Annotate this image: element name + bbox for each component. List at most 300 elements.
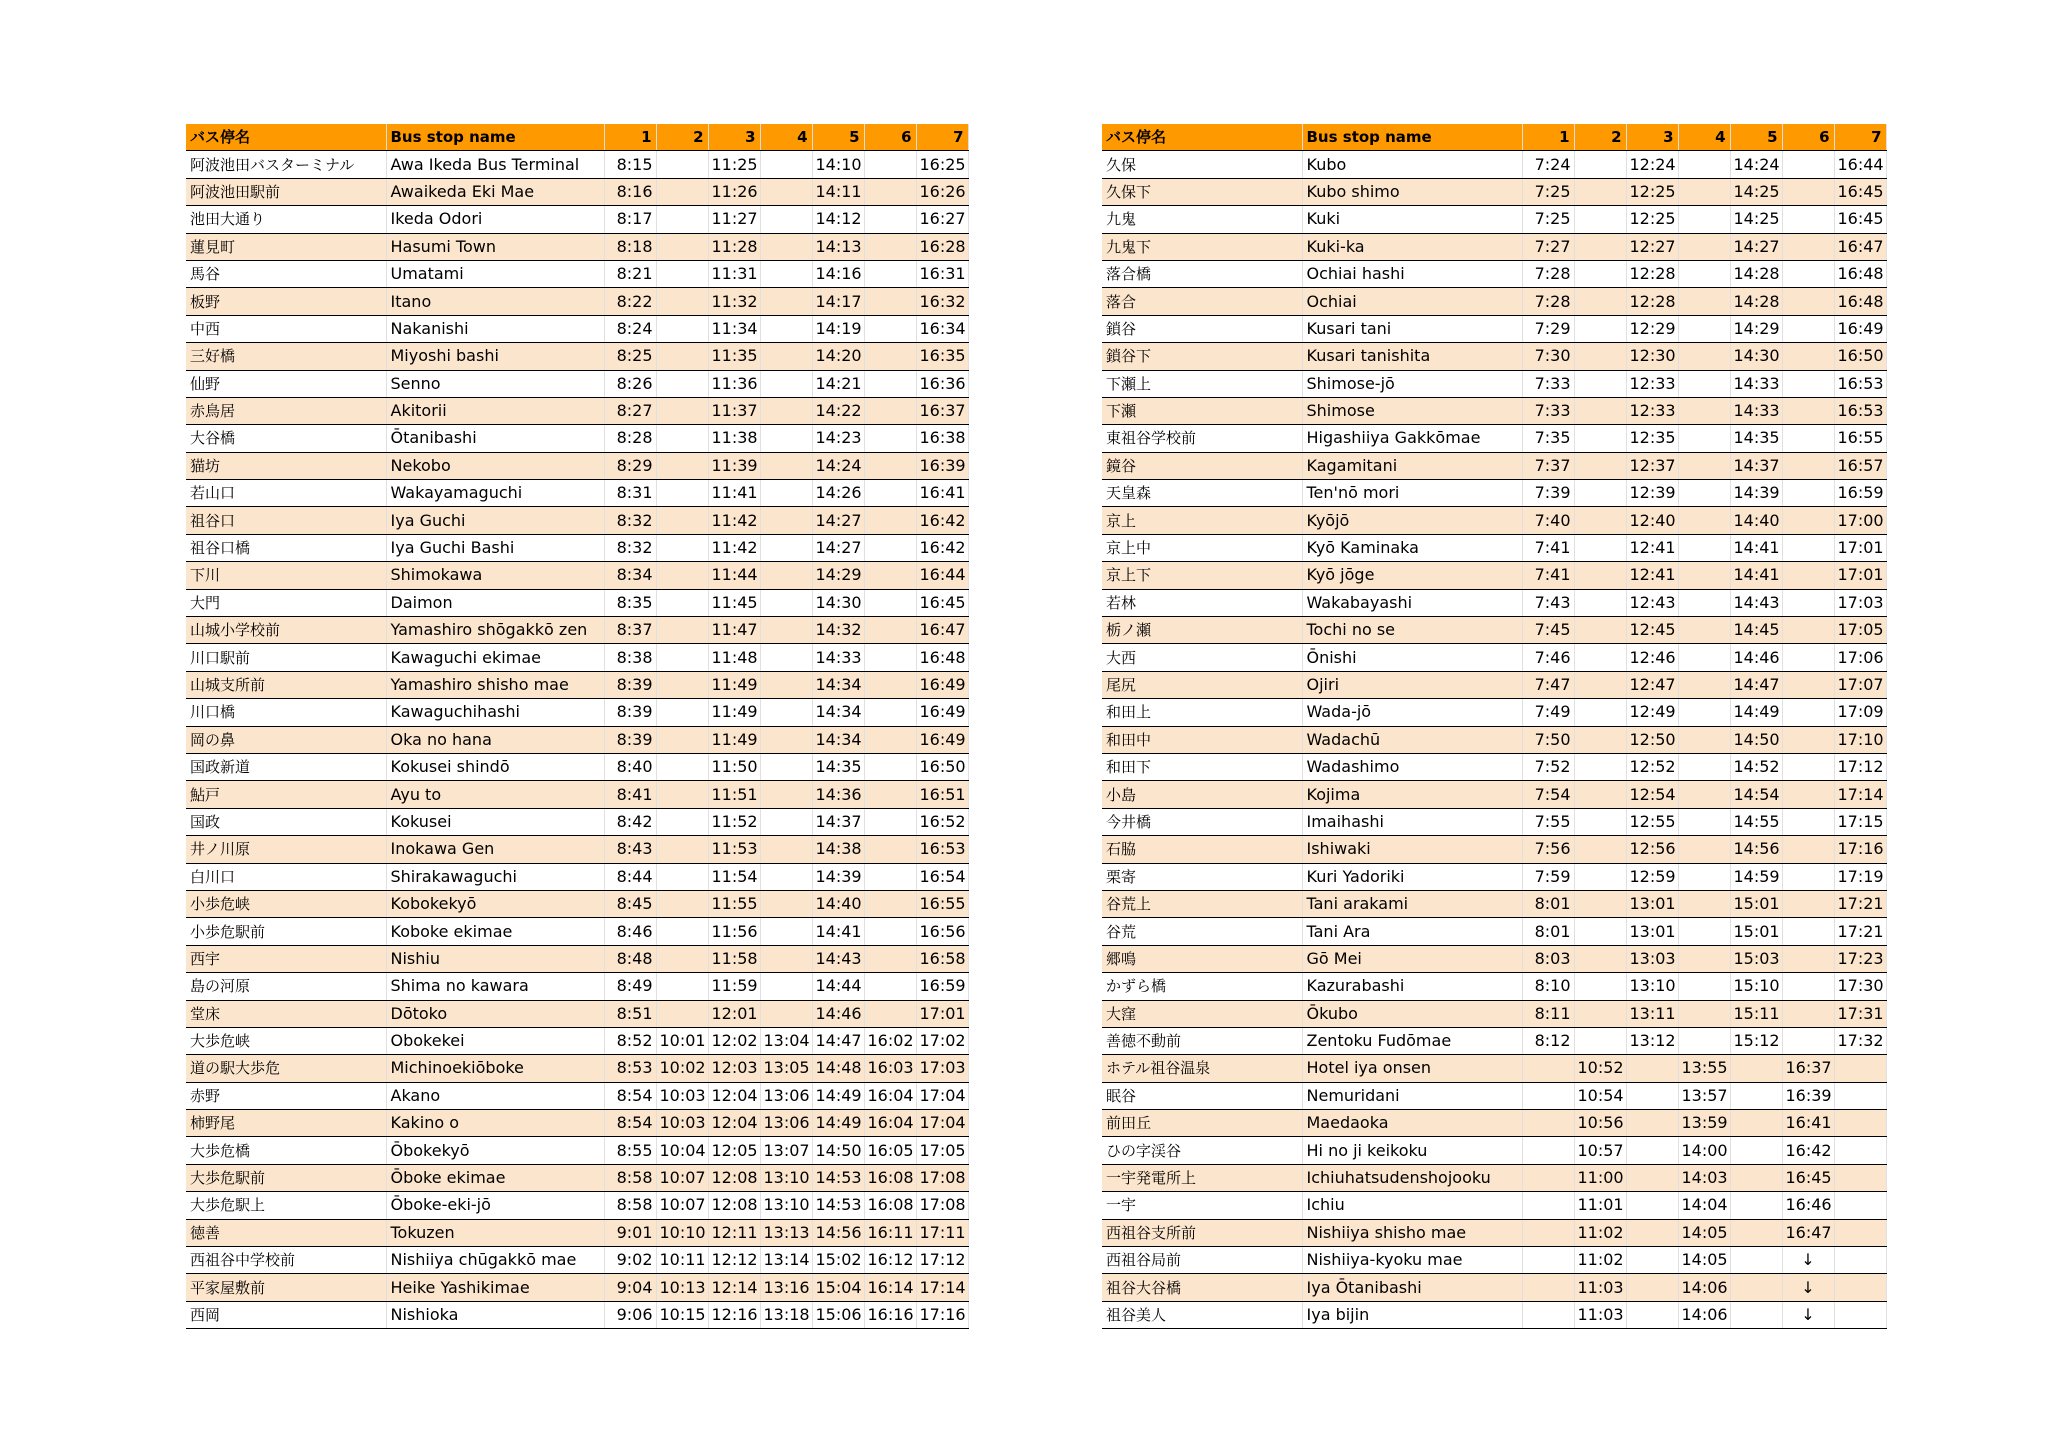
departure-time: 16:56 [916, 918, 968, 945]
departure-time [760, 452, 812, 479]
departure-time: 11:03 [1574, 1301, 1626, 1328]
departure-time: 10:03 [656, 1082, 708, 1109]
departure-time [1522, 1082, 1574, 1109]
departure-time: 17:30 [1834, 973, 1886, 1000]
departure-time: 11:35 [708, 343, 760, 370]
departure-time: 12:41 [1626, 534, 1678, 561]
departure-time [656, 562, 708, 589]
departure-time: 17:21 [1834, 890, 1886, 917]
departure-time: 14:56 [1730, 836, 1782, 863]
departure-time [760, 836, 812, 863]
departure-time: 16:04 [864, 1110, 916, 1137]
departure-time: 16:25 [916, 151, 968, 178]
departure-time [1730, 1110, 1782, 1137]
departure-time: 8:35 [604, 589, 656, 616]
departure-time: 17:32 [1834, 1027, 1886, 1054]
stop-name-en: Nishiiya shisho mae [1302, 1219, 1522, 1246]
departure-time: 7:41 [1522, 562, 1574, 589]
stop-name-en: Zentoku Fudōmae [1302, 1027, 1522, 1054]
departure-time: 7:35 [1522, 425, 1574, 452]
departure-time: 13:01 [1626, 890, 1678, 917]
departure-time [656, 288, 708, 315]
stop-name-jp: 下瀬上 [1102, 370, 1302, 397]
departure-time: 16:37 [916, 397, 968, 424]
stop-name-jp: 尾尻 [1102, 671, 1302, 698]
departure-time [1574, 370, 1626, 397]
stop-name-jp: 和田中 [1102, 726, 1302, 753]
departure-time: 16:45 [1834, 206, 1886, 233]
table-row [1102, 1027, 1886, 1054]
departure-time: 16:12 [864, 1247, 916, 1274]
table-row [1102, 151, 1886, 178]
departure-time [1574, 753, 1626, 780]
table-row [186, 918, 968, 945]
departure-time: 16:36 [916, 370, 968, 397]
departure-time [760, 534, 812, 561]
stop-name-en: Kuki-ka [1302, 233, 1522, 260]
table-row [186, 945, 968, 972]
stop-name-en: Shimokawa [386, 562, 604, 589]
departure-time: 14:49 [1730, 699, 1782, 726]
departure-time: 8:52 [604, 1027, 656, 1054]
table-row [186, 534, 968, 561]
table-row [1102, 480, 1886, 507]
stop-name-en: Tani Ara [1302, 918, 1522, 945]
stop-name-en: Yamashiro shōgakkō zen [386, 617, 604, 644]
departure-time: 12:08 [708, 1192, 760, 1219]
departure-time: 11:53 [708, 836, 760, 863]
departure-time: 8:15 [604, 151, 656, 178]
departure-time: 7:25 [1522, 206, 1574, 233]
departure-time [1626, 1192, 1678, 1219]
departure-time: 7:37 [1522, 452, 1574, 479]
table-row [186, 1274, 968, 1301]
departure-time [1730, 1192, 1782, 1219]
departure-time: 17:16 [1834, 836, 1886, 863]
stop-name-jp: 阿波池田駅前 [186, 178, 386, 205]
departure-time [656, 151, 708, 178]
stop-name-jp: 小島 [1102, 781, 1302, 808]
departure-time: 17:08 [916, 1192, 968, 1219]
departure-time [864, 480, 916, 507]
departure-time: 14:53 [812, 1192, 864, 1219]
departure-time [1678, 808, 1730, 835]
header-trip-1: 1 [1522, 124, 1574, 151]
departure-time [1626, 1164, 1678, 1191]
header-stop-name-en: Bus stop name [386, 124, 604, 151]
stop-name-en: Kojima [1302, 781, 1522, 808]
departure-time: 16:47 [916, 617, 968, 644]
departure-time: 15:11 [1730, 1000, 1782, 1027]
stop-name-jp: 大門 [186, 589, 386, 616]
departure-time: 7:25 [1522, 178, 1574, 205]
departure-time: 16:14 [864, 1274, 916, 1301]
departure-time: 14:30 [1730, 343, 1782, 370]
table-row [1102, 945, 1886, 972]
departure-time: 12:46 [1626, 644, 1678, 671]
stop-name-jp: 岡の鼻 [186, 726, 386, 753]
stop-name-en: Hasumi Town [386, 233, 604, 260]
departure-time: 12:29 [1626, 315, 1678, 342]
departure-time: 14:46 [1730, 644, 1782, 671]
departure-time [1678, 534, 1730, 561]
header-trip-3: 3 [1626, 124, 1678, 151]
departure-time: 11:38 [708, 425, 760, 452]
departure-time [760, 233, 812, 260]
departure-time: 14:52 [1730, 753, 1782, 780]
stop-name-en: Yamashiro shisho mae [386, 671, 604, 698]
departure-time [1782, 726, 1834, 753]
departure-time: 16:55 [1834, 425, 1886, 452]
departure-time: 14:35 [812, 753, 864, 780]
table-row [186, 1164, 968, 1191]
departure-time [656, 808, 708, 835]
table-row [1102, 260, 1886, 287]
table-row [186, 1137, 968, 1164]
stop-name-en: Shimose-jō [1302, 370, 1522, 397]
stop-name-en: Ōtanibashi [386, 425, 604, 452]
table-row [1102, 288, 1886, 315]
departure-time: 16:26 [916, 178, 968, 205]
departure-time: 7:28 [1522, 260, 1574, 287]
stop-name-en: Itano [386, 288, 604, 315]
departure-time: 17:03 [916, 1055, 968, 1082]
departure-time: 7:50 [1522, 726, 1574, 753]
departure-time [864, 534, 916, 561]
departure-time: 10:02 [656, 1055, 708, 1082]
departure-time: 16:45 [1834, 178, 1886, 205]
departure-time: 8:10 [1522, 973, 1574, 1000]
departure-time: 12:33 [1626, 397, 1678, 424]
stop-name-en: Nishioka [386, 1301, 604, 1328]
departure-time: 10:57 [1574, 1137, 1626, 1164]
table-row [1102, 1000, 1886, 1027]
departure-time: 17:15 [1834, 808, 1886, 835]
departure-time: 9:01 [604, 1219, 656, 1246]
departure-time [1678, 1000, 1730, 1027]
departure-time: 11:42 [708, 507, 760, 534]
departure-time [1782, 808, 1834, 835]
departure-time: 14:10 [812, 151, 864, 178]
departure-time: 11:34 [708, 315, 760, 342]
stop-name-jp: 谷荒 [1102, 918, 1302, 945]
stop-name-en: Kagamitani [1302, 452, 1522, 479]
departure-time [656, 644, 708, 671]
departure-time [760, 699, 812, 726]
departure-time: ↓ [1782, 1274, 1834, 1301]
departure-time [1782, 671, 1834, 698]
departure-time: 12:16 [708, 1301, 760, 1328]
departure-time [864, 589, 916, 616]
departure-time [1574, 918, 1626, 945]
departure-time: 14:27 [812, 534, 864, 561]
departure-time [760, 973, 812, 1000]
departure-time: 12:11 [708, 1219, 760, 1246]
departure-time: 17:12 [916, 1247, 968, 1274]
departure-time [1834, 1137, 1886, 1164]
departure-time: 14:39 [1730, 480, 1782, 507]
departure-time: 17:02 [916, 1027, 968, 1054]
departure-time: 17:01 [1834, 534, 1886, 561]
departure-time [1782, 206, 1834, 233]
departure-time: 17:14 [916, 1274, 968, 1301]
stop-name-jp: 馬谷 [186, 260, 386, 287]
departure-time: 14:26 [812, 480, 864, 507]
departure-time: 11:26 [708, 178, 760, 205]
departure-time: 8:41 [604, 781, 656, 808]
stop-name-en: Ten'nō mori [1302, 480, 1522, 507]
departure-time: 17:04 [916, 1110, 968, 1137]
departure-time: 14:24 [812, 452, 864, 479]
stop-name-jp: 祖谷美人 [1102, 1301, 1302, 1328]
stop-name-en: Wada-jō [1302, 699, 1522, 726]
departure-time: 14:37 [812, 808, 864, 835]
departure-time: 8:54 [604, 1082, 656, 1109]
departure-time: 7:27 [1522, 233, 1574, 260]
departure-time: 11:37 [708, 397, 760, 424]
departure-time: 14:40 [812, 890, 864, 917]
departure-time [1678, 507, 1730, 534]
departure-time [1678, 178, 1730, 205]
departure-time [760, 918, 812, 945]
table-row [186, 562, 968, 589]
departure-time: 11:39 [708, 452, 760, 479]
departure-time: 14:55 [1730, 808, 1782, 835]
departure-time: 14:49 [812, 1082, 864, 1109]
stop-name-jp: 西祖谷中学校前 [186, 1247, 386, 1274]
departure-time [1522, 1110, 1574, 1137]
stop-name-en: Tochi no se [1302, 617, 1522, 644]
stop-name-en: Ichiu [1302, 1192, 1522, 1219]
table-row [186, 480, 968, 507]
departure-time: 14:24 [1730, 151, 1782, 178]
departure-time: 14:12 [812, 206, 864, 233]
stop-name-en: Umatami [386, 260, 604, 287]
departure-time: 10:04 [656, 1137, 708, 1164]
table-row [186, 425, 968, 452]
departure-time [1782, 945, 1834, 972]
header-trip-3: 3 [708, 124, 760, 151]
departure-time [1574, 644, 1626, 671]
departure-time: 12:52 [1626, 753, 1678, 780]
departure-time [1574, 452, 1626, 479]
stop-name-en: Kokusei shindō [386, 753, 604, 780]
table-row [1102, 1192, 1886, 1219]
departure-time: 14:25 [1730, 206, 1782, 233]
departure-time: 14:53 [812, 1164, 864, 1191]
table-row [1102, 753, 1886, 780]
departure-time [1730, 1274, 1782, 1301]
table-row [186, 260, 968, 287]
departure-time: 11:50 [708, 753, 760, 780]
departure-time: 7:55 [1522, 808, 1574, 835]
departure-time [1574, 726, 1626, 753]
departure-time: 17:16 [916, 1301, 968, 1328]
stop-name-jp: 下瀬 [1102, 397, 1302, 424]
departure-time: 16:39 [1782, 1082, 1834, 1109]
table-row [186, 890, 968, 917]
departure-time [760, 480, 812, 507]
departure-time: 16:45 [1782, 1164, 1834, 1191]
departure-time [864, 726, 916, 753]
stop-name-en: Heike Yashikimae [386, 1274, 604, 1301]
departure-time [1574, 890, 1626, 917]
stop-name-jp: 大歩危駅上 [186, 1192, 386, 1219]
stop-name-jp: 板野 [186, 288, 386, 315]
table-row [186, 151, 968, 178]
departure-time [1678, 726, 1730, 753]
departure-time: 11:58 [708, 945, 760, 972]
departure-time: 14:25 [1730, 178, 1782, 205]
departure-time: 14:22 [812, 397, 864, 424]
stop-name-jp: 島の河原 [186, 973, 386, 1000]
departure-time [656, 452, 708, 479]
departure-time: 8:27 [604, 397, 656, 424]
departure-time: 8:54 [604, 1110, 656, 1137]
departure-time [1678, 699, 1730, 726]
table-row [1102, 315, 1886, 342]
departure-time: 8:01 [1522, 890, 1574, 917]
departure-time [1522, 1164, 1574, 1191]
departure-time [864, 836, 916, 863]
departure-time: 12:40 [1626, 507, 1678, 534]
stop-name-jp: 大歩危駅前 [186, 1164, 386, 1191]
departure-time: 7:40 [1522, 507, 1574, 534]
departure-time [1574, 863, 1626, 890]
departure-time: 14:46 [812, 1000, 864, 1027]
stop-name-jp: 川口橋 [186, 699, 386, 726]
stop-name-jp: 和田下 [1102, 753, 1302, 780]
departure-time [1678, 452, 1730, 479]
table-row [1102, 343, 1886, 370]
departure-time: 14:21 [812, 370, 864, 397]
stop-name-jp: 平家屋敷前 [186, 1274, 386, 1301]
departure-time: 17:09 [1834, 699, 1886, 726]
departure-time: 16:49 [916, 671, 968, 698]
departure-time [1782, 863, 1834, 890]
departure-time [864, 699, 916, 726]
departure-time: 14:04 [1678, 1192, 1730, 1219]
departure-time: 14:27 [812, 507, 864, 534]
departure-time: 15:03 [1730, 945, 1782, 972]
departure-time [1574, 836, 1626, 863]
departure-time [1782, 534, 1834, 561]
departure-time [656, 781, 708, 808]
departure-time [1574, 260, 1626, 287]
departure-time: 14:39 [812, 863, 864, 890]
departure-time: 8:37 [604, 617, 656, 644]
departure-time: 14:38 [812, 836, 864, 863]
departure-time: 16:44 [916, 562, 968, 589]
departure-time: 17:01 [1834, 562, 1886, 589]
table-row [1102, 1247, 1886, 1274]
departure-time: 7:45 [1522, 617, 1574, 644]
departure-time: 13:57 [1678, 1082, 1730, 1109]
departure-time: 14:48 [812, 1055, 864, 1082]
departure-time: 11:55 [708, 890, 760, 917]
departure-time [1522, 1274, 1574, 1301]
departure-time: 14:28 [1730, 288, 1782, 315]
departure-time: 7:30 [1522, 343, 1574, 370]
departure-time: 11:49 [708, 671, 760, 698]
table-row [186, 863, 968, 890]
stop-name-en: Iya Guchi Bashi [386, 534, 604, 561]
departure-time [1678, 945, 1730, 972]
stop-name-jp: 栗寄 [1102, 863, 1302, 890]
stop-name-en: Ōboke ekimae [386, 1164, 604, 1191]
table-row [186, 507, 968, 534]
departure-time: 14:28 [1730, 260, 1782, 287]
stop-name-en: Imaihashi [1302, 808, 1522, 835]
departure-time [1574, 480, 1626, 507]
departure-time [864, 370, 916, 397]
departure-time: 8:21 [604, 260, 656, 287]
departure-time: 16:52 [916, 808, 968, 835]
departure-time: 16:59 [1834, 480, 1886, 507]
stop-name-jp: 祖谷大谷橋 [1102, 1274, 1302, 1301]
departure-time [1574, 808, 1626, 835]
departure-time [1782, 260, 1834, 287]
departure-time: 17:23 [1834, 945, 1886, 972]
departure-time: 12:55 [1626, 808, 1678, 835]
stop-name-en: Iya Guchi [386, 507, 604, 534]
table-row [186, 178, 968, 205]
header-trip-6: 6 [1782, 124, 1834, 151]
departure-time [1782, 644, 1834, 671]
departure-time: 16:39 [916, 452, 968, 479]
table-row [186, 836, 968, 863]
table-row [186, 206, 968, 233]
departure-time: 12:03 [708, 1055, 760, 1082]
table-row [1102, 671, 1886, 698]
stop-name-jp: 蓮見町 [186, 233, 386, 260]
table-row [1102, 178, 1886, 205]
stop-name-jp: 柿野尾 [186, 1110, 386, 1137]
table-row [1102, 781, 1886, 808]
departure-time [1574, 589, 1626, 616]
departure-time: 10:01 [656, 1027, 708, 1054]
table-row [186, 343, 968, 370]
departure-time: 8:25 [604, 343, 656, 370]
stop-name-jp: 落合 [1102, 288, 1302, 315]
departure-time: 8:24 [604, 315, 656, 342]
departure-time: 14:50 [812, 1137, 864, 1164]
stop-name-jp: 国政新道 [186, 753, 386, 780]
departure-time: 7:29 [1522, 315, 1574, 342]
departure-time: 10:54 [1574, 1082, 1626, 1109]
departure-time [1678, 206, 1730, 233]
departure-time: 13:10 [1626, 973, 1678, 1000]
header-trip-1: 1 [604, 124, 656, 151]
stop-name-en: Dōtoko [386, 1000, 604, 1027]
departure-time [864, 425, 916, 452]
table-row [186, 233, 968, 260]
departure-time: 14:34 [812, 726, 864, 753]
departure-time: 14:16 [812, 260, 864, 287]
header-trip-2: 2 [1574, 124, 1626, 151]
stop-name-en: Kusari tanishita [1302, 343, 1522, 370]
departure-time [1678, 1027, 1730, 1054]
departure-time: 12:59 [1626, 863, 1678, 890]
departure-time [760, 343, 812, 370]
stop-name-jp: 大歩危峡 [186, 1027, 386, 1054]
stop-name-jp: 西岡 [186, 1301, 386, 1328]
departure-time: 8:03 [1522, 945, 1574, 972]
departure-time: 14:34 [812, 699, 864, 726]
departure-time [1678, 562, 1730, 589]
departure-time [1574, 562, 1626, 589]
departure-time: 15:01 [1730, 918, 1782, 945]
